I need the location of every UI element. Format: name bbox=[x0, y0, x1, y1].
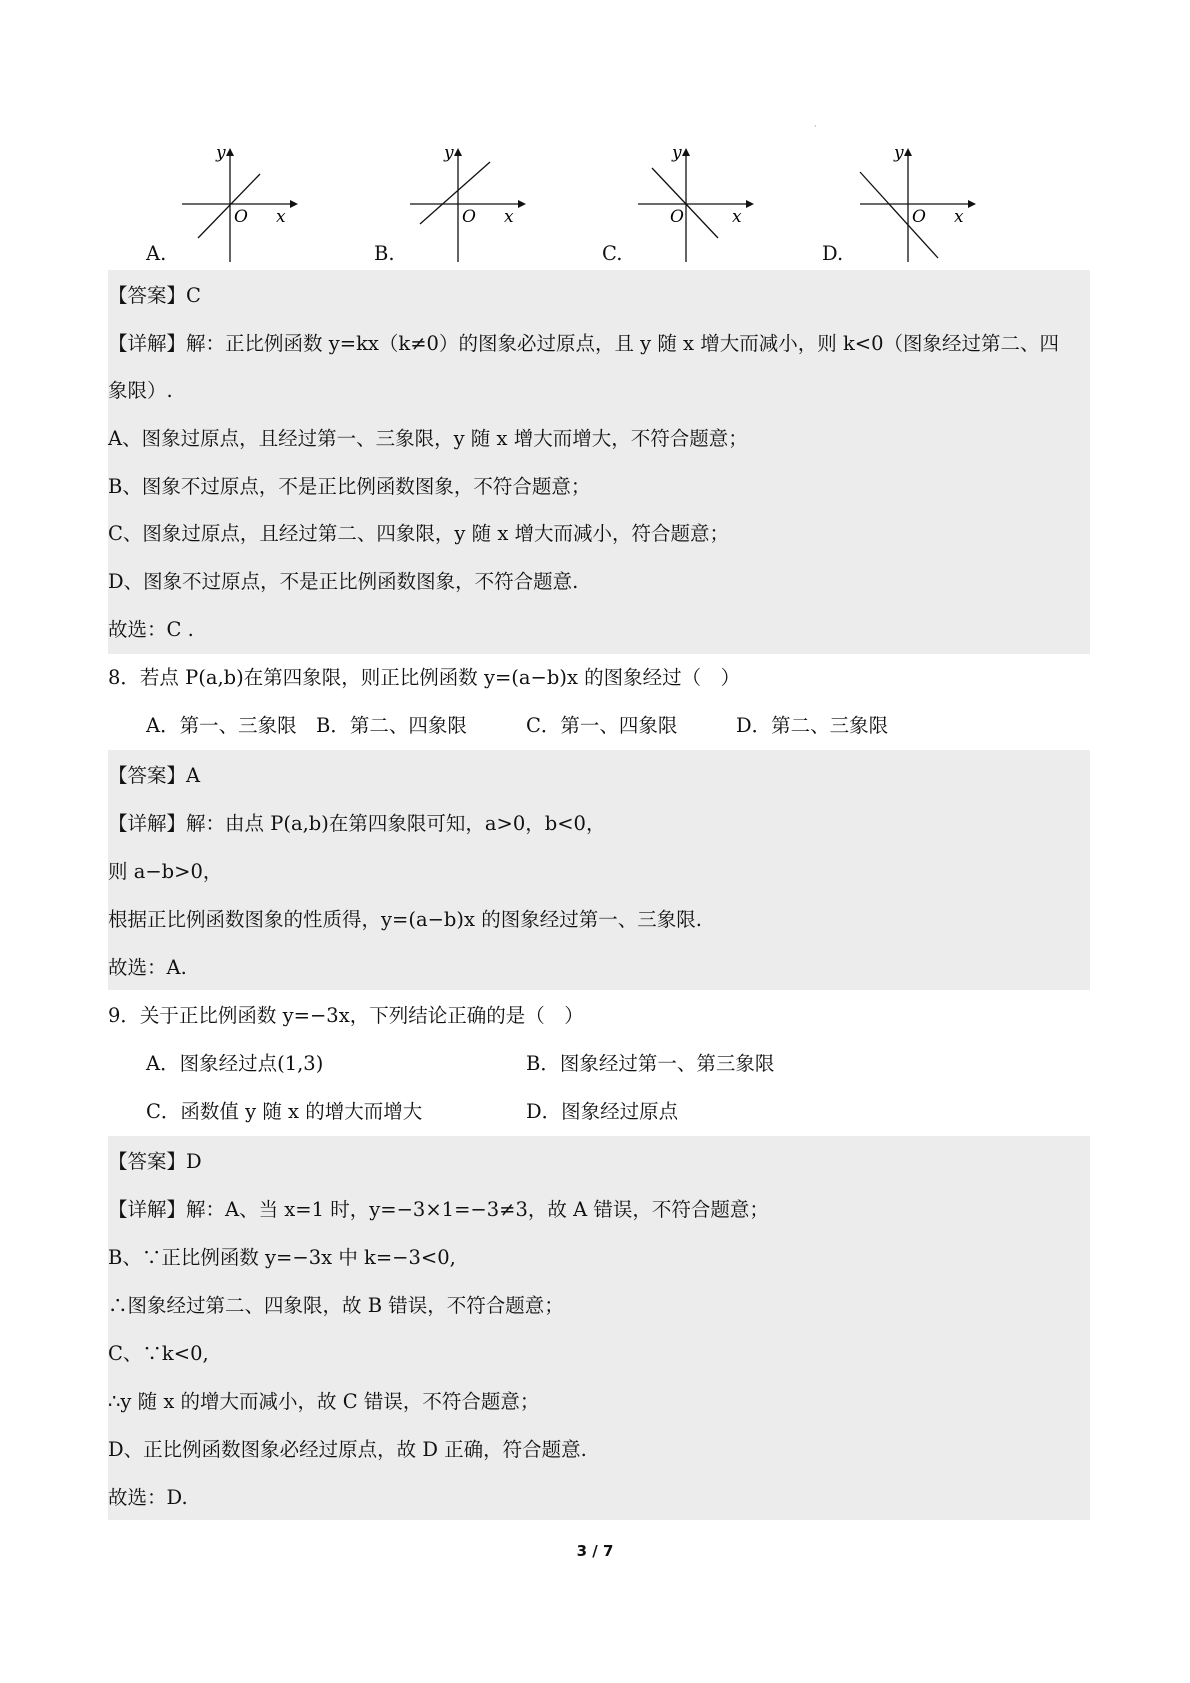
origin-label: O bbox=[670, 207, 684, 227]
y-axis-arrow bbox=[454, 148, 462, 156]
graph-option-label-d: D. bbox=[822, 242, 844, 265]
detail-q8-line-3: 根据正比例函数图象的性质得，y=(a−b)x 的图象经过第一、三象限. bbox=[108, 908, 702, 931]
x-axis-label: x bbox=[954, 207, 964, 227]
q9-option-a: A．图象经过点(1,3) bbox=[146, 1052, 324, 1075]
graph-option-c bbox=[634, 143, 764, 262]
x-axis-label: x bbox=[276, 207, 286, 227]
y-axis-arrow bbox=[904, 148, 912, 156]
q9-option-d: D．图象经过原点 bbox=[526, 1100, 679, 1123]
detail-label: 【详解】 bbox=[108, 332, 187, 355]
detail-q7-line-1 bbox=[108, 330, 1059, 358]
y-axis-label: y bbox=[444, 143, 454, 163]
detail-q8-line-1 bbox=[108, 810, 605, 838]
detail-q9-line-4: C、∵k<0, bbox=[108, 1342, 209, 1365]
question-9-stem: 9．关于正比例函数 y=−3x，下列结论正确的是（ ） bbox=[108, 1004, 584, 1027]
answer-block-q8 bbox=[108, 750, 1090, 990]
graph-option-label-c: C. bbox=[602, 242, 623, 265]
x-axis-arrow bbox=[746, 200, 754, 208]
choose-q8: 故选：A. bbox=[108, 956, 187, 979]
detail-q9-line-6: D、正比例函数图象必经过原点，故 D 正确，符合题意. bbox=[108, 1438, 587, 1461]
detail-text: 解：正比例函数 y=kx（k≠0）的图象必过原点，且 y 随 x 增大而减小，则 k<0（图象经过第二、四 bbox=[186, 332, 1060, 355]
y-axis-arrow bbox=[682, 148, 690, 156]
y-axis-arrow bbox=[226, 148, 234, 156]
origin-label: O bbox=[234, 207, 248, 227]
detail-q7-line-c: C、图象过原点，且经过第二、四象限，y 随 x 增大而减小，符合题意； bbox=[108, 522, 730, 545]
answer-label: 【答案】 bbox=[108, 284, 187, 307]
detail-q9-line-3: ∴图象经过第二、四象限，故 B 错误，不符合题意； bbox=[108, 1294, 564, 1317]
y-axis-label: y bbox=[216, 143, 226, 163]
x-axis-arrow bbox=[518, 200, 526, 208]
q8-option-c: C．第一、四象限 bbox=[526, 714, 678, 737]
answer-label: 【答案】 bbox=[108, 1150, 187, 1173]
page-number: 3 / 7 bbox=[576, 1542, 614, 1560]
answer-value: D bbox=[186, 1150, 202, 1173]
origin-label: O bbox=[462, 207, 476, 227]
answer-q9 bbox=[108, 1148, 202, 1176]
detail-q8-line-2: 则 a−b>0， bbox=[108, 860, 223, 883]
graph-option-label-a: A. bbox=[146, 242, 167, 265]
y-axis-label: y bbox=[672, 143, 682, 163]
q9-option-b: B．图象经过第一、第三象限 bbox=[526, 1052, 775, 1075]
detail-q9-line-5: ∴y 随 x 的增大而减小，故 C 错误，不符合题意； bbox=[108, 1390, 540, 1413]
answer-block-q7 bbox=[108, 270, 1090, 654]
x-axis-arrow bbox=[968, 200, 976, 208]
x-axis-arrow bbox=[290, 200, 298, 208]
detail-q9-line-1 bbox=[108, 1196, 769, 1224]
answer-label: 【答案】 bbox=[108, 764, 187, 787]
function-line bbox=[420, 162, 490, 224]
choose-q7: 故选：C . bbox=[108, 618, 194, 641]
answer-q7 bbox=[108, 282, 201, 310]
detail-q7-line-d: D、图象不过原点，不是正比例函数图象，不符合题意. bbox=[108, 570, 579, 593]
answer-value: C bbox=[186, 284, 201, 307]
detail-text: 解：A、当 x=1 时，y=−3×1=−3≠3，故 A 错误，不符合题意； bbox=[186, 1198, 769, 1221]
function-line bbox=[652, 168, 718, 238]
detail-q7-line-2: 象限）. bbox=[108, 379, 173, 402]
detail-q9-line-2: B、∵正比例函数 y=−3x 中 k=−3<0, bbox=[108, 1246, 456, 1269]
x-axis-label: x bbox=[732, 207, 742, 227]
q8-option-d: D．第二、三象限 bbox=[736, 714, 889, 737]
y-axis-label: y bbox=[894, 143, 904, 163]
x-axis-label: x bbox=[504, 207, 514, 227]
choose-q9: 故选：D. bbox=[108, 1486, 188, 1509]
question-8-stem: 8．若点 P(a,b)在第四象限，则正比例函数 y=(a−b)x 的图象经过（ ） bbox=[108, 666, 741, 689]
function-line bbox=[198, 174, 260, 238]
detail-label: 【详解】 bbox=[108, 1198, 187, 1221]
graph-option-d bbox=[856, 143, 986, 262]
graph-option-label-b: B. bbox=[374, 242, 395, 265]
q8-option-b: B．第二、四象限 bbox=[316, 714, 467, 737]
answer-value: A bbox=[186, 764, 201, 787]
origin-label: O bbox=[912, 207, 926, 227]
detail-q7-line-b: B、图象不过原点，不是正比例函数图象，不符合题意； bbox=[108, 475, 591, 498]
answer-q8 bbox=[108, 762, 200, 790]
graph-option-a bbox=[178, 143, 308, 262]
stray-dot: · bbox=[814, 122, 817, 131]
detail-q7-line-a: A、图象过原点，且经过第一、三象限，y 随 x 增大而增大，不符合题意； bbox=[108, 427, 748, 450]
q9-option-c: C．函数值 y 随 x 的增大而增大 bbox=[146, 1100, 423, 1123]
graph-option-b bbox=[406, 143, 536, 262]
function-line bbox=[860, 172, 938, 258]
detail-label: 【详解】 bbox=[108, 812, 187, 835]
detail-text: 解：由点 P(a,b)在第四象限可知，a>0，b<0， bbox=[186, 812, 606, 835]
q8-option-a: A．第一、三象限 bbox=[146, 714, 297, 737]
